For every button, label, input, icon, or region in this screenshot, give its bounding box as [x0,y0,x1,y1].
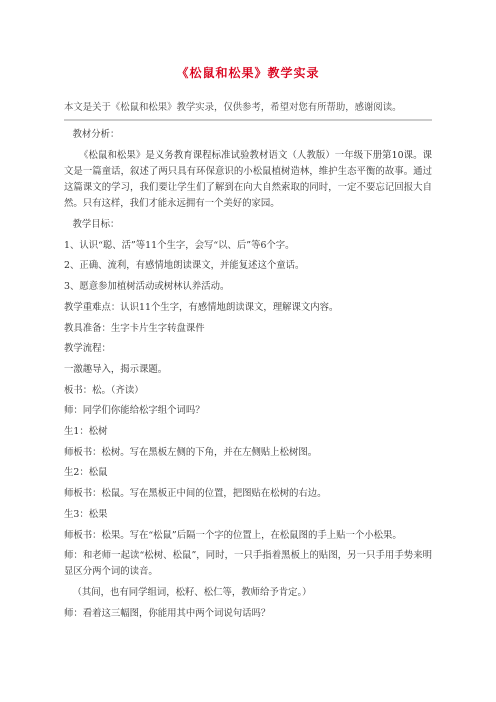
body-paragraph: 教学重难点：认识11个生字，有感情地朗读课文，理解课文内容。 [64,301,339,313]
body-paragraph: 师：同学们你能给松字组个词吗？ [64,405,205,417]
body-paragraph: 教具准备：生字卡片生字转盘课件 [64,322,205,334]
body-paragraph: 师板书：松树。写在黑板左侧的下角，并在左侧贴上松树图。 [64,446,318,458]
body-paragraph: 教学流程： [64,343,111,355]
body-paragraph: 生2：松鼠 [64,467,108,479]
body-paragraph: 师板书：松鼠。写在黑板正中间的位置，把图贴在松树的右边。 [64,488,327,500]
body-paragraph: （其间，也有同学组词，松籽、松仁等，教师给予肯定。） [72,587,312,599]
document-body [64,127,432,627]
body-paragraph: 师板书：松果。写在“松鼠”后隔一个字的位置上，在松鼠图的手上贴一个小松果。 [64,529,402,541]
body-paragraph: 师：看着这三幅图，你能用其中两个词说句话吗？ [64,607,271,619]
divider [64,119,432,121]
document-intro: 本文是关于《松鼠和松果》教学实录，仅供参考，希望对您有所帮助，感谢阅读。 [64,102,402,113]
body-paragraph: 一激趣导入，揭示课题。 [64,363,168,375]
body-paragraph: 1、认识“聪、活”等11个生字，会写“以、后”等6个字。 [64,239,295,251]
body-paragraph: 《松鼠和松果》是义务教育课程标准试验教材语文（人教版）一年级下册第10课。课文是一篇童话，叙述了两只具有环保意识的小松鼠植树造林，维护生态平衡的故事。通过这篇课文的学习，我们要让学生们了解到在向大自然索取的同时，一定不要忘记回报大自然。只有这样，我们才能永远拥有一个美好的家园。 [64,149,432,210]
body-paragraph: 师：和老师一起读“松树、松鼠”，同时，一只手指着黑板上的贴图，另一只手用手势来明显区分两个词的读音。 [64,550,432,578]
body-paragraph: 教材分析： [72,129,120,140]
body-paragraph: 2、正确、流利，有感情地朗读课文，并能复述这个童话。 [64,260,305,272]
body-paragraph: 生3：松果 [64,508,108,520]
body-paragraph: 板书：松。（齐读） [64,384,144,396]
document-title: 《松鼠和松果》教学实录 [176,66,320,80]
body-paragraph: 生1：松树 [64,426,108,438]
body-paragraph: 教学目标： [72,219,120,231]
body-paragraph: 3、愿意参加植树活动或树林认养活动。 [64,281,230,293]
